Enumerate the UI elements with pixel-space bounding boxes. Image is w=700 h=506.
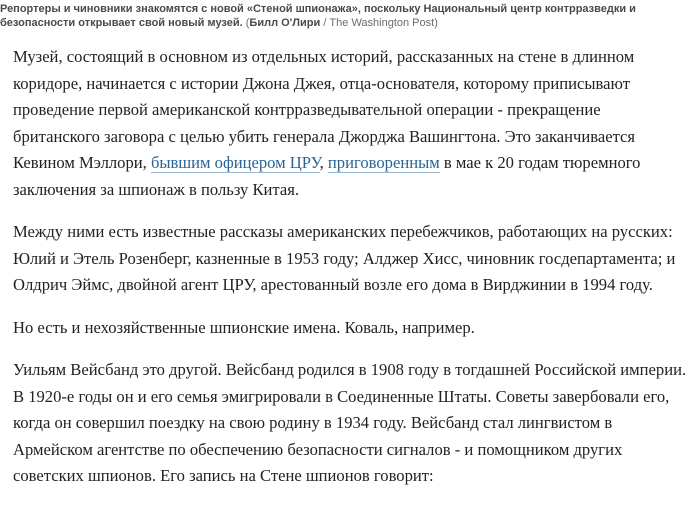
caption-text: Репортеры и чиновники знакомятся с новой «Стеной шпионажа», поскольку Национальный центр контрразведки и безопасности открывает свой новый музей. [0,3,636,29]
article-body [13,44,688,506]
paragraph-3: Но есть и нехозяйственные шпионские имена. Коваль, например. [13,317,475,337]
photo-credit [246,17,438,29]
link-sentenced[interactable]: приговоренным [327,153,440,172]
photo-caption [0,2,700,30]
credit-open: ( [245,17,250,29]
paragraph-2: Между ними есть известные рассказы американских перебежчиков, работающих на русских: Юлий и Этель Розенберг, казненные в 1953 году; Алджер Хисс, чиновник госдепартамента; и Олдрич Эймс, двойной агент ЦРУ, арестованный возле его дома в Вирджинии в 1994 году. [13,222,676,294]
paragraph-1 [13,44,688,203]
link-former-cia-officer[interactable]: бывшим офицером ЦРУ [150,153,320,172]
paragraph-4: Уильям Вейсбанд это другой. Вейсбанд родился в 1908 году в тогдашней Российской империи. В 1920-е годы он и его семья эмигрировали в Соединенные Штаты. Советы завербовали его, когда он совершил поездку на свою родину в 1934 году. Вейсбанд стал лингвистом в Армейском агентстве по обеспечению безопасности сигналов - и помощником других советских шпионов. Его запись на Стене шпионов говорит: [13,360,687,485]
credit-photographer: Билл О'Лири [249,17,321,29]
paragraph-1-text-a: Музей, состоящий в основном из отдельных историй, рассказанных на стене в длинном коридоре, начинается с истории Джона Джея, отца-основателя, которому приписывают проведение первой американской контрразведывательной операции - прекращение британского заговора с целью убить генерала Джорджа Вашингтона. Это заканчивается Кевином Мэллори, [13,47,636,172]
paragraph-1-text-b: в мае к 20 годам тюремного заключения за шпионаж в пользу Китая. [13,153,641,199]
credit-source: / The Washington Post) [320,17,438,29]
paragraph-1-separator: , [319,153,328,172]
